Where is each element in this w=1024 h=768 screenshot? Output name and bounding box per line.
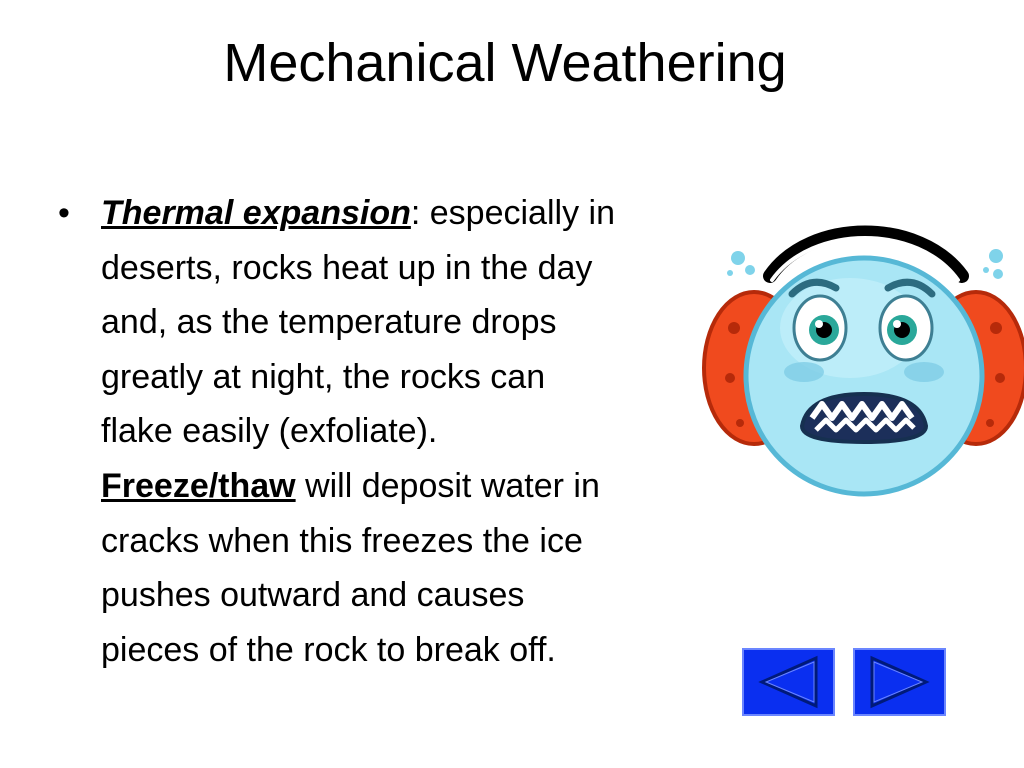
text-line-9: pieces of the rock to break off.: [101, 630, 556, 669]
left-triangle-icon: [744, 650, 833, 714]
text-line-7: cracks when this freezes the ice: [101, 521, 583, 560]
bullet-text: [101, 186, 791, 677]
text-line-5: flake easily (exfoliate).: [101, 412, 438, 451]
bullet-marker: •: [58, 194, 70, 232]
text-line-1: [101, 186, 791, 241]
left-eye: [794, 296, 846, 360]
term-freeze-thaw: Freeze/thaw: [101, 466, 296, 505]
right-triangle-icon: [855, 650, 944, 714]
right-eye: [880, 296, 932, 360]
text-line-2: deserts, rocks heat up in the day: [101, 248, 593, 287]
term-thermal-expansion: Thermal expansion: [101, 194, 411, 232]
text-line-8: pushes outward and causes: [101, 576, 525, 615]
previous-slide-button[interactable]: [742, 648, 835, 716]
line-1-rest: : especially in: [410, 194, 615, 232]
text-line-6: [101, 459, 791, 514]
slide-title: Mechanical Weathering: [223, 33, 787, 93]
mouth: [802, 394, 926, 442]
text-line-3: and, as the temperature drops: [101, 303, 557, 342]
next-slide-button[interactable]: [853, 648, 946, 716]
line-6-rest: will deposit water in: [295, 466, 600, 505]
cold-face-earmuffs-icon: [700, 218, 1024, 500]
text-line-4: greatly at night, the rocks can: [101, 357, 546, 396]
